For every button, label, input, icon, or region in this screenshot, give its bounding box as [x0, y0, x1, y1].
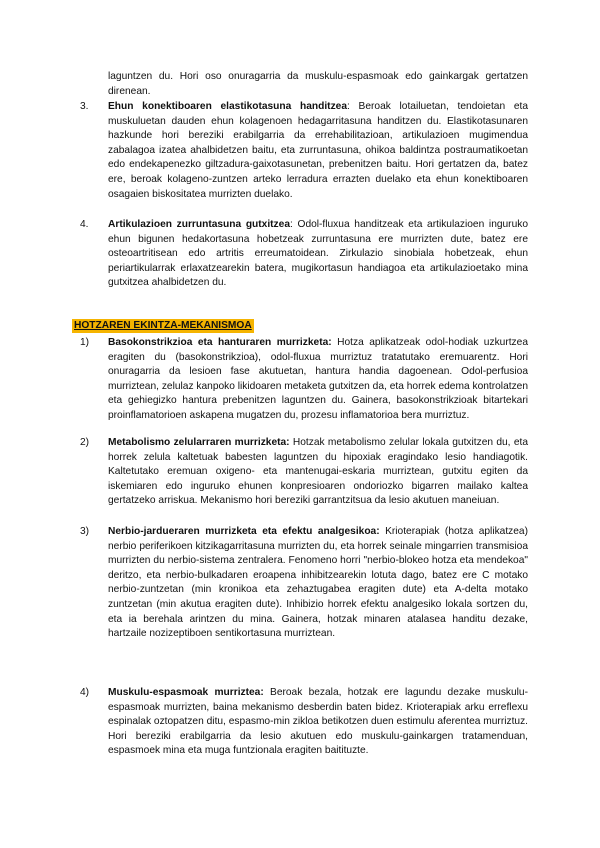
list-item-body: Hotzak metabolismo zelular lokala gutxitzen du, eta horrek zelula kaltetuak babesten laguntzen du hipoxiak eragindako lesio handiagotik. Kaltetutako eremuan oxigeno- eta mantenugai-eskaria murriztean, gutxitu egiten da iskemiaren edo inguruko ehunen konpresioaren ondoriozko bigarren mailako kaltea gertatzeko arriskua. Mekanismo hori bereziki garrantzitsua da lesio akutuen maneiuan.: [108, 437, 528, 507]
list-number: 1): [80, 337, 90, 348]
list-item-body: Hotza aplikatzeak odol-hodiak uzkurtzea eragiten du (basokonstrikzioa), odol-fluxua murriztuz tratatutako eremuarentz. Hori onuragarria da lesioen fase akutuetan, hantura handia dagoenean. Odol-perfusioa murriztean, zelulaz kanpoko likidoaren metaketa gutxitzen da, eta horrek edema kontrolatzen eta gehiegizko hantura prebenitzen laguntzen du. Gainera, basokonstrikzioak bitartekari proinflamatorioen askapena mugatzen du, prozesu inflamatorioa bera murriztuz.: [108, 337, 528, 421]
list-item-separator: :: [290, 219, 298, 230]
list-item-text: [108, 336, 528, 424]
list-item-text: [108, 686, 528, 759]
list-number: 4): [80, 687, 90, 698]
list-item-title: Muskulu-espasmoak murriztea:: [108, 687, 264, 698]
continued-paragraph: laguntzen du. Hori oso onuragarria da muskulu-espasmoak edo gainkargak gertatzen direnean.: [108, 71, 528, 97]
list-item-title: Nerbio-jardueraren murrizketa eta efektu analgesikoa:: [108, 526, 380, 537]
list-number: 4.: [80, 219, 89, 230]
list-item-title: Metabolismo zelularraren murrizketa:: [108, 437, 290, 448]
list-number: 3.: [80, 101, 89, 112]
list-item-4: [80, 218, 528, 291]
list-item-title: Basokonstrikzioa eta hanturaren murrizketa:: [108, 337, 332, 348]
mechanism-item-1: [80, 336, 528, 424]
list-item-body: Krioterapiak (hotza aplikatzea) nerbio periferikoen kitzikagarritasuna murrizten du, eta horrek seinale mingarrien transmisioa murrizten du nerbio-sistema zentralera. Fenomeno horri "nerbio-blokeo hotza eta mendekoa" deritzo, eta nerbio-bulkadaren eroapena inhibitzearekin lotuta dago, batez ere C motako nerbio-zuntzetan (min kronikoa eta zehaztugabea eragiten dute) eta A-delta motako zuntzetan (min akutua eragiten dute). Inhibizio horrek efektu analgesiko lokala sortzen du, eta ia berehala arintzen du mina. Gainera, hotzak minaren atalasea handitu dezake, hartzaile nozizeptiboen sentikortasuna murriztean.: [108, 526, 528, 640]
list-item-text: [108, 436, 528, 509]
list-number: 2): [80, 437, 90, 448]
list-item-separator: :: [347, 101, 359, 112]
list-item-body: Beroak lotailuetan, tendoietan eta muskuluetan dauden ehun kolagenoen hedagarritasuna handitzen du. Elastikotasunaren hazkunde hori bereziki erabilgarria da errehabilitazioan, artikulazioen mugimendua zabalagoa izatea ahalbidetzen baitu, eta zurruntasuna, ohikoa baldintza postraumatikoetan edo endekapenezko giltzadura-gaixotasunetan, prebenitzen baitu. Hori gertatzen da, batez ere, beroak kolageno-zuntzen arteko lerradura errazten duelako eta ehun konektiboaren osagaien biskositatea murrizten duelako.: [108, 101, 528, 200]
list-item-3: [80, 100, 528, 202]
list-item-body: Beroak bezala, hotzak ere lagundu dezake muskulu-espasmoak murrizten, baina mekanismo desberdin baten bidez. Krioterapiak arku erreflexu espinalak oztopatzen ditu, espasmo-min zikloa betikotzen duen estimulu aferentea murriztuz. Hori bereziki erabilgarria da lesio akutuen edo muskulu-gainkargen tratamenduan, espasmoek mina eta muga funtzionala eragiten baitituzte.: [108, 687, 528, 757]
mechanism-item-2: [80, 436, 528, 509]
mechanism-item-4: [80, 686, 528, 759]
list-item-text: [108, 100, 528, 202]
section-heading: HOTZAREN EKINTZA-MEKANISMOA: [74, 320, 252, 331]
list-item-body: Odol-fluxua handitzeak eta artikulazioen inguruko ehun bigunen hedakortasuna hobetzeak zurruntasuna ere murrizten dute, batez ere osteoartritisean edo artritis erreumatoidean. Zirkulazio sinobiala hobetzeak, ehun periartikularrak erlaxatzearekin batera, mugikortasun handiagoa eta artikulazioetako mina gutxitzea ahalbidetzen du.: [108, 219, 529, 289]
mechanism-item-3: [80, 525, 528, 642]
list-item-title: Ehun konektiboaren elastikotasuna handitzea: [108, 101, 347, 112]
list-item-text: [108, 218, 528, 291]
list-number: 3): [80, 526, 90, 537]
list-item-title: Artikulazioen zurruntasuna gutxitzea: [108, 219, 290, 230]
list-item-text: [108, 525, 528, 642]
